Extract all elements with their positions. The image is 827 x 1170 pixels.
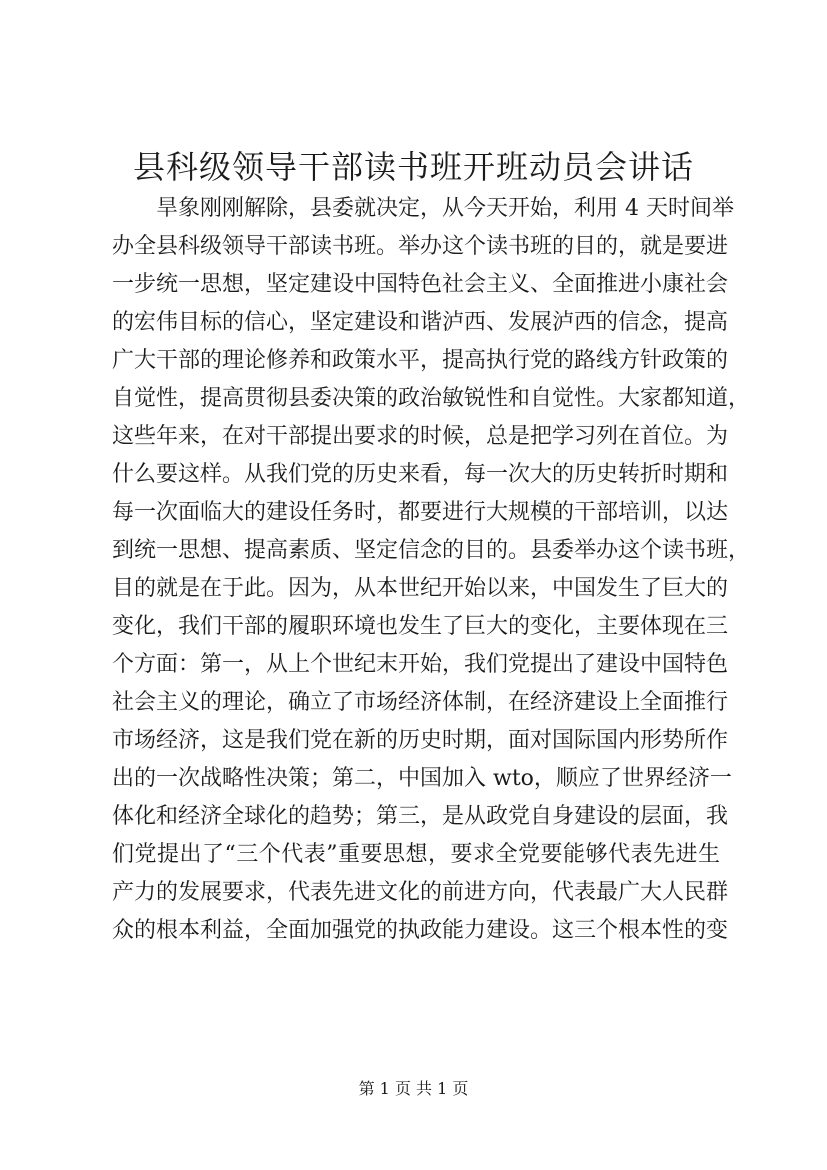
body-line: 目的就是在于此。因为，从本世纪开始以来，中国发生了巨大的 xyxy=(112,576,729,601)
body-line: 每一次面临大的建设任务时，都要进行大规模的干部培训，以达 xyxy=(112,500,729,525)
body-line: 出的一次战略性决策；第二，中国加入 wto，顺应了世界经济一 xyxy=(112,766,732,791)
body-line: 们党提出了“三个代表”重要思想，要求全党要能够代表先进生 xyxy=(112,842,720,867)
body-line: 广大干部的理论修养和政策水平，提高执行党的路线方针政策的 xyxy=(112,348,729,373)
page-number-footer: 第 1 页 共 1 页 xyxy=(358,1079,469,1098)
document-title: 县科级领导干部读书班开班动员会讲话 xyxy=(132,148,694,186)
body-line: 旱象刚刚解除，县委就决定，从今天开始，利用 4 天时间举 xyxy=(156,196,734,221)
body-line: 体化和经济全球化的趋势；第三，是从政党自身建设的层面，我 xyxy=(112,804,729,829)
body-line: 市场经济，这是我们党在新的历史时期，面对国际国内形势所作 xyxy=(112,728,729,753)
body-line: 一步统一思想，坚定建设中国特色社会主义、全面推进小康社会 xyxy=(112,272,729,297)
body-line: 变化，我们干部的履职环境也发生了巨大的变化，主要体现在三 xyxy=(112,614,729,639)
body-line: 社会主义的理论，确立了市场经济体制，在经济建设上全面推行 xyxy=(112,690,729,715)
body-line: 办全县科级领导干部读书班。举办这个读书班的目的，就是要进 xyxy=(112,234,729,259)
body-line: 什么要这样。从我们党的历史来看，每一次大的历史转折时期和 xyxy=(112,462,729,487)
body-line: 到统一思想、提高素质、坚定信念的目的。县委举办这个读书班， xyxy=(112,538,751,563)
body-line: 的宏伟目标的信心，坚定建设和谐泸西、发展泸西的信念，提高 xyxy=(112,310,729,335)
body-line: 产力的发展要求，代表先进文化的前进方向，代表最广大人民群 xyxy=(112,880,729,905)
body-line: 个方面：第一，从上个世纪末开始，我们党提出了建设中国特色 xyxy=(112,652,729,677)
body-line: 这些年来，在对干部提出要求的时候，总是把学习列在首位。为 xyxy=(112,424,729,449)
body-line: 众的根本利益，全面加强党的执政能力建设。这三个根本性的变 xyxy=(112,918,729,943)
body-line: 自觉性，提高贯彻县委决策的政治敏锐性和自觉性。大家都知道， xyxy=(112,386,751,411)
document-body xyxy=(112,190,751,950)
